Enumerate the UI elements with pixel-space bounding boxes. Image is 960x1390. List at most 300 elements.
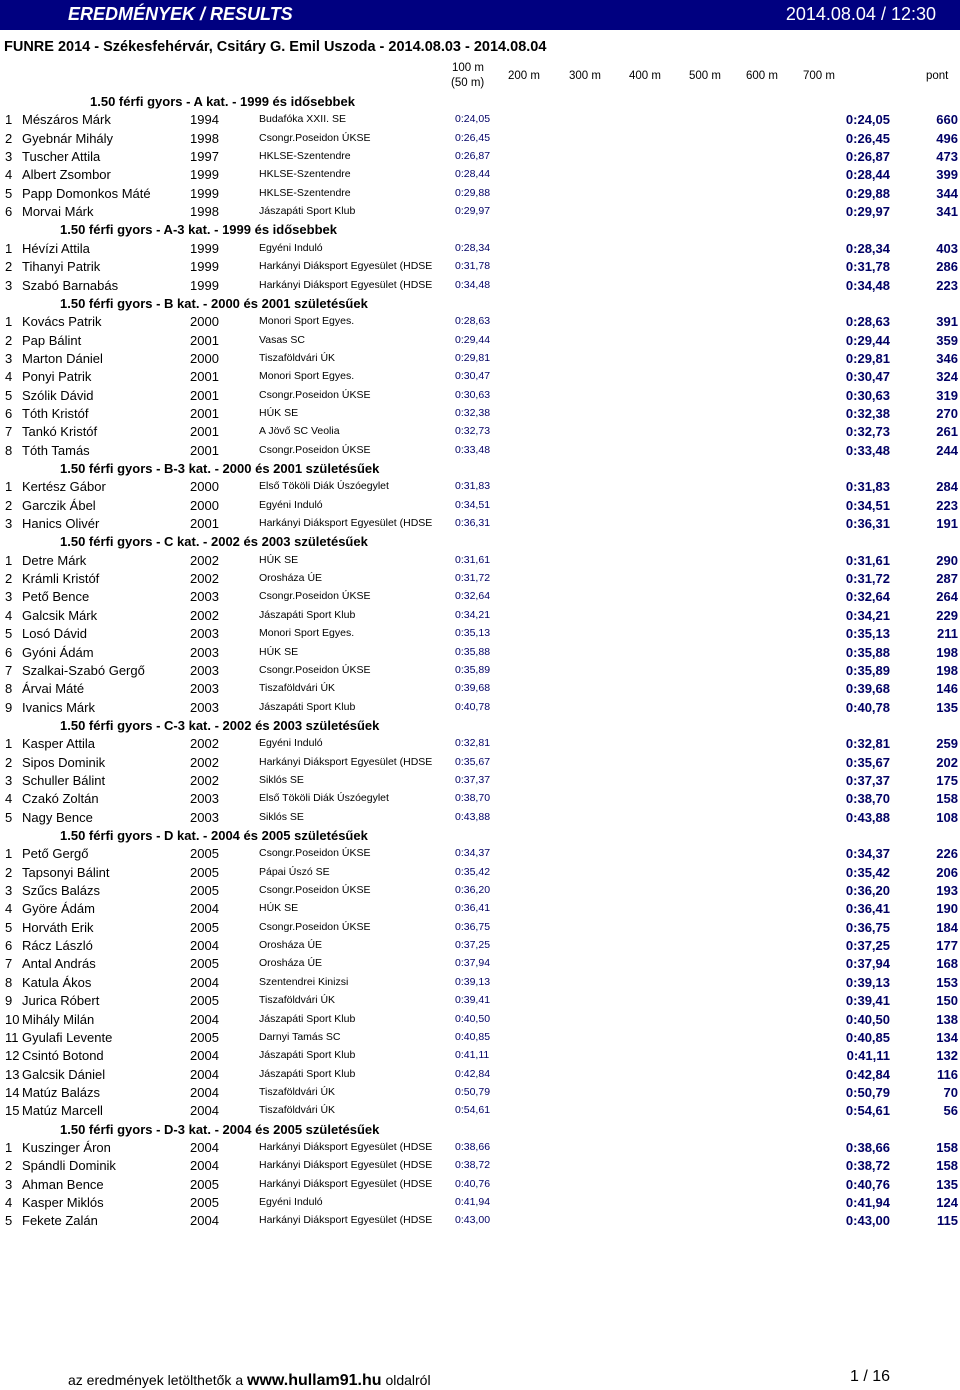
col-50m: (50 m) xyxy=(451,77,485,89)
club-cell: Csongr.Poseidon ÚKSE xyxy=(259,590,371,603)
rank-cell: 1 xyxy=(5,846,13,862)
split-50m-cell: 0:35,88 xyxy=(455,645,491,658)
born-cell: 2002 xyxy=(190,571,219,587)
born-cell: 2004 xyxy=(190,1158,219,1174)
final-time-cell: 0:54,61 xyxy=(845,1103,890,1119)
result-row xyxy=(0,645,960,663)
final-time-cell: 0:43,00 xyxy=(845,1213,890,1229)
born-cell: 2004 xyxy=(190,1139,219,1155)
rank-cell: 13 xyxy=(5,1066,20,1082)
points-cell: 108 xyxy=(936,809,958,825)
club-cell: Tiszaföldvári ÚK xyxy=(259,1104,336,1117)
name-cell: Hévízi Attila xyxy=(22,240,90,256)
name-cell: Albert Zsombor xyxy=(22,167,111,183)
name-cell: Szólik Dávid xyxy=(22,387,94,403)
final-time-cell: 0:36,75 xyxy=(845,919,890,935)
result-row xyxy=(0,186,960,204)
born-cell: 2005 xyxy=(190,993,219,1009)
final-time-cell: 0:36,20 xyxy=(845,883,890,899)
name-cell: Marton Dániel xyxy=(22,350,103,366)
split-50m-cell: 0:38,66 xyxy=(455,1140,491,1153)
points-cell: 211 xyxy=(937,626,958,642)
final-time-cell: 0:32,81 xyxy=(845,736,890,752)
club-cell: Harkányi Diáksport Egyesület (HDSE xyxy=(259,1177,433,1190)
name-cell: Galcsik Márk xyxy=(22,607,98,623)
born-cell: 2003 xyxy=(190,662,219,678)
rank-cell: 5 xyxy=(5,919,13,935)
points-cell: 229 xyxy=(936,607,958,623)
result-row xyxy=(0,791,960,809)
club-cell: Jászapáti Sport Klub xyxy=(259,1049,356,1062)
result-row xyxy=(0,1195,960,1213)
result-row xyxy=(0,1213,960,1231)
points-cell: 138 xyxy=(936,1011,958,1027)
name-cell: Tuscher Attila xyxy=(22,149,101,165)
points-cell: 135 xyxy=(936,699,958,715)
points-cell: 184 xyxy=(936,919,958,935)
rank-cell: 2 xyxy=(5,332,13,348)
final-time-cell: 0:29,88 xyxy=(845,185,890,201)
born-cell: 2004 xyxy=(190,1103,219,1119)
result-row xyxy=(0,1085,960,1103)
result-row xyxy=(0,241,960,259)
final-time-cell: 0:37,94 xyxy=(845,956,890,972)
club-cell: Jászapáti Sport Klub xyxy=(259,1012,356,1025)
born-cell: 2002 xyxy=(190,772,219,788)
results-datetime: 2014.08.04 / 12:30 xyxy=(785,4,936,24)
rank-cell: 1 xyxy=(5,552,13,568)
born-cell: 2005 xyxy=(190,883,219,899)
final-time-cell: 0:28,63 xyxy=(845,314,890,330)
born-cell: 1998 xyxy=(190,204,219,220)
rank-cell: 10 xyxy=(5,1011,20,1027)
club-cell: Első Tököli Diák Úszóegylet xyxy=(259,792,389,805)
points-cell: 264 xyxy=(936,589,958,605)
born-cell: 2000 xyxy=(190,350,219,366)
page-number: 1 / 16 xyxy=(849,1368,890,1385)
result-row xyxy=(0,663,960,681)
final-time-cell: 0:35,88 xyxy=(845,644,890,660)
split-50m-cell: 0:29,81 xyxy=(455,351,491,364)
points-cell: 286 xyxy=(936,259,958,275)
club-cell: Pápai Úszó SE xyxy=(259,865,330,878)
club-cell: Harkányi Diáksport Egyesület (HDSE xyxy=(259,517,433,530)
result-row xyxy=(0,351,960,369)
split-50m-cell: 0:29,88 xyxy=(455,186,491,199)
born-cell: 1997 xyxy=(190,149,219,165)
name-cell: Pető Bence xyxy=(22,589,90,605)
result-row xyxy=(0,131,960,149)
final-time-cell: 0:40,76 xyxy=(845,1176,890,1192)
name-cell: Gyulafi Levente xyxy=(22,1029,113,1045)
born-cell: 2004 xyxy=(190,1066,219,1082)
result-row xyxy=(0,498,960,516)
result-row xyxy=(0,424,960,442)
rank-cell: 3 xyxy=(5,1176,13,1192)
split-50m-cell: 0:37,94 xyxy=(455,957,491,970)
points-cell: 198 xyxy=(936,644,958,660)
event-heading: 1.50 férfi gyors - C-3 kat. - 2002 és 2003 születésűek xyxy=(60,717,380,733)
result-row xyxy=(0,626,960,644)
club-cell: Tiszaföldvári ÚK xyxy=(259,1085,336,1098)
club-cell: HKLSE-Szentendre xyxy=(259,150,351,163)
born-cell: 2004 xyxy=(190,1213,219,1229)
club-cell: Monori Sport Egyes. xyxy=(259,315,355,328)
born-cell: 2004 xyxy=(190,1011,219,1027)
rank-cell: 3 xyxy=(5,589,13,605)
name-cell: Kertész Gábor xyxy=(22,479,106,495)
split-50m-cell: 0:37,37 xyxy=(455,773,491,786)
born-cell: 2000 xyxy=(190,314,219,330)
club-cell: Harkányi Diáksport Egyesület (HDSE xyxy=(259,1140,433,1153)
born-cell: 2001 xyxy=(190,405,219,421)
points-cell: 116 xyxy=(937,1066,958,1082)
points-cell: 158 xyxy=(936,1158,958,1174)
split-50m-cell: 0:35,89 xyxy=(455,663,491,676)
club-cell: Budafóka XXII. SE xyxy=(259,113,346,126)
points-cell: 223 xyxy=(936,497,958,513)
split-50m-cell: 0:39,13 xyxy=(455,975,491,988)
club-cell: Harkányi Diáksport Egyesület (HDSE xyxy=(259,278,433,291)
result-row xyxy=(0,1140,960,1158)
split-50m-cell: 0:35,13 xyxy=(455,627,491,640)
col-300m: 300 m xyxy=(569,70,601,82)
name-cell: Ponyi Patrik xyxy=(22,369,92,385)
born-cell: 2002 xyxy=(190,607,219,623)
final-time-cell: 0:32,64 xyxy=(845,589,890,605)
final-time-cell: 0:39,13 xyxy=(845,974,890,990)
born-cell: 2001 xyxy=(190,387,219,403)
final-time-cell: 0:35,67 xyxy=(845,754,890,770)
result-row xyxy=(0,204,960,222)
rank-cell: 2 xyxy=(5,754,13,770)
final-time-cell: 0:31,61 xyxy=(845,552,890,568)
result-row xyxy=(0,700,960,718)
name-cell: Tapsonyi Bálint xyxy=(22,864,110,880)
result-row xyxy=(0,975,960,993)
club-cell: Egyéni Induló xyxy=(259,498,323,511)
rank-cell: 8 xyxy=(5,681,13,697)
rank-cell: 3 xyxy=(5,516,13,532)
result-row xyxy=(0,920,960,938)
club-cell: Monori Sport Egyes. xyxy=(259,370,355,383)
club-cell: Egyéni Induló xyxy=(259,737,323,750)
born-cell: 2005 xyxy=(190,919,219,935)
rank-cell: 8 xyxy=(5,442,13,458)
name-cell: Pető Gergő xyxy=(22,846,89,862)
rank-cell: 5 xyxy=(5,387,13,403)
result-row xyxy=(0,938,960,956)
final-time-cell: 0:33,48 xyxy=(845,442,890,458)
rank-cell: 3 xyxy=(5,772,13,788)
split-50m-cell: 0:50,79 xyxy=(455,1085,491,1098)
split-50m-cell: 0:40,76 xyxy=(455,1177,491,1190)
club-cell: Vasas SC xyxy=(259,333,305,346)
final-time-cell: 0:34,21 xyxy=(845,607,890,623)
final-time-cell: 0:39,41 xyxy=(845,993,890,1009)
points-cell: 226 xyxy=(936,846,958,862)
result-row xyxy=(0,1177,960,1195)
points-cell: 496 xyxy=(936,130,958,146)
rank-cell: 2 xyxy=(5,130,13,146)
split-50m-cell: 0:32,38 xyxy=(455,406,491,419)
rank-cell: 1 xyxy=(5,479,13,495)
points-cell: 206 xyxy=(936,864,958,880)
result-row xyxy=(0,167,960,185)
rank-cell: 2 xyxy=(5,259,13,275)
born-cell: 2004 xyxy=(190,1048,219,1064)
split-50m-cell: 0:26,87 xyxy=(455,150,491,163)
points-cell: 168 xyxy=(936,956,958,972)
rank-cell: 3 xyxy=(5,149,13,165)
final-time-cell: 0:31,83 xyxy=(845,479,890,495)
name-cell: Spándli Dominik xyxy=(22,1158,116,1174)
name-cell: Katula Ákos xyxy=(22,974,92,990)
born-cell: 1999 xyxy=(190,277,219,293)
final-time-cell: 0:31,72 xyxy=(845,571,890,587)
born-cell: 1999 xyxy=(190,167,219,183)
rank-cell: 5 xyxy=(5,185,13,201)
name-cell: Mészáros Márk xyxy=(22,112,111,128)
name-cell: Czakó Zoltán xyxy=(22,791,99,807)
result-row xyxy=(0,516,960,534)
points-cell: 341 xyxy=(936,204,958,220)
event-heading: 1.50 férfi gyors - D-3 kat. - 2004 és 2005 születésűek xyxy=(60,1121,380,1137)
split-50m-cell: 0:31,72 xyxy=(455,572,491,585)
final-time-cell: 0:24,05 xyxy=(845,112,890,128)
club-cell: Monori Sport Egyes. xyxy=(259,627,355,640)
name-cell: Gyebnár Mihály xyxy=(22,130,114,146)
name-cell: Papp Domonkos Máté xyxy=(22,185,151,201)
born-cell: 2005 xyxy=(190,1029,219,1045)
name-cell: Nagy Bence xyxy=(22,809,93,825)
rank-cell: 4 xyxy=(5,791,13,807)
final-time-cell: 0:28,34 xyxy=(845,240,890,256)
rank-cell: 1 xyxy=(5,240,13,256)
split-50m-cell: 0:40,50 xyxy=(455,1012,491,1025)
born-cell: 2003 xyxy=(190,699,219,715)
club-cell: Jászapáti Sport Klub xyxy=(259,608,356,621)
final-time-cell: 0:38,66 xyxy=(845,1139,890,1155)
born-cell: 2003 xyxy=(190,626,219,642)
club-cell: HKLSE-Szentendre xyxy=(259,168,351,181)
born-cell: 2004 xyxy=(190,1084,219,1100)
rank-cell: 5 xyxy=(5,1213,13,1229)
final-time-cell: 0:31,78 xyxy=(845,259,890,275)
split-50m-cell: 0:35,67 xyxy=(455,755,491,768)
club-cell: Darnyi Tamás SC xyxy=(259,1030,341,1043)
name-cell: Kasper Attila xyxy=(22,736,95,752)
footer-site-link[interactable]: www.hullam91.hu xyxy=(247,1372,382,1389)
col-600m: 600 m xyxy=(746,70,778,82)
name-cell: Szabó Barnabás xyxy=(22,277,119,293)
rank-cell: 1 xyxy=(5,112,13,128)
final-time-cell: 0:36,41 xyxy=(845,901,890,917)
result-row xyxy=(0,259,960,277)
club-cell: Csongr.Poseidon ÚKSE xyxy=(259,847,371,860)
points-cell: 158 xyxy=(936,791,958,807)
split-50m-cell: 0:37,25 xyxy=(455,939,491,952)
points-cell: 198 xyxy=(936,662,958,678)
footer-prefix: az eredmények letölthetők a xyxy=(68,1372,244,1388)
born-cell: 2004 xyxy=(190,974,219,990)
points-cell: 270 xyxy=(936,405,958,421)
name-cell: Krámli Kristóf xyxy=(22,571,100,587)
born-cell: 2001 xyxy=(190,369,219,385)
result-row xyxy=(0,883,960,901)
name-cell: Galcsik Dániel xyxy=(22,1066,106,1082)
name-cell: Fekete Zalán xyxy=(22,1213,98,1229)
result-row xyxy=(0,1067,960,1085)
final-time-cell: 0:43,88 xyxy=(845,809,890,825)
rank-cell: 5 xyxy=(5,809,13,825)
name-cell: Rácz László xyxy=(22,938,93,954)
club-cell: Orosháza ÚE xyxy=(259,572,323,585)
split-50m-cell: 0:43,88 xyxy=(455,810,491,823)
result-row xyxy=(0,810,960,828)
club-cell: Csongr.Poseidon ÚKSE xyxy=(259,920,371,933)
name-cell: Ahman Bence xyxy=(22,1176,104,1192)
name-cell: Tankó Kristóf xyxy=(22,424,98,440)
result-row xyxy=(0,901,960,919)
result-row xyxy=(0,956,960,974)
name-cell: Losó Dávid xyxy=(22,626,88,642)
split-50m-cell: 0:34,21 xyxy=(455,608,491,621)
final-time-cell: 0:39,68 xyxy=(845,681,890,697)
name-cell: Szalkai-Szabó Gergő xyxy=(22,662,145,678)
name-cell: Tihanyi Patrik xyxy=(22,259,101,275)
name-cell: Pap Bálint xyxy=(22,332,82,348)
rank-cell: 3 xyxy=(5,883,13,899)
name-cell: Gyóni Ádám xyxy=(22,644,94,660)
name-cell: Detre Márk xyxy=(22,552,87,568)
result-row xyxy=(0,846,960,864)
result-row xyxy=(0,1103,960,1121)
points-cell: 70 xyxy=(943,1084,958,1100)
points-cell: 284 xyxy=(936,479,958,495)
born-cell: 2005 xyxy=(190,846,219,862)
rank-cell: 2 xyxy=(5,1158,13,1174)
born-cell: 1999 xyxy=(190,240,219,256)
name-cell: Antal András xyxy=(22,956,96,972)
final-time-cell: 0:34,48 xyxy=(845,277,890,293)
club-cell: Tiszaföldvári ÚK xyxy=(259,994,336,1007)
points-cell: 158 xyxy=(936,1139,958,1155)
split-50m-cell: 0:36,75 xyxy=(455,920,491,933)
rank-cell: 7 xyxy=(5,424,13,440)
born-cell: 2003 xyxy=(190,791,219,807)
points-cell: 153 xyxy=(936,974,958,990)
result-row xyxy=(0,479,960,497)
born-cell: 2005 xyxy=(190,956,219,972)
final-time-cell: 0:38,72 xyxy=(845,1158,890,1174)
col-points: pont xyxy=(926,70,949,82)
rank-cell: 4 xyxy=(5,607,13,623)
split-50m-cell: 0:36,31 xyxy=(455,517,491,530)
result-row xyxy=(0,1030,960,1048)
event-heading: 1.50 férfi gyors - B-3 kat. - 2000 és 2001 születésűek xyxy=(60,461,380,476)
rank-cell: 15 xyxy=(5,1103,20,1119)
event-heading: 1.50 férfi gyors - C kat. - 2002 és 2003 születésűek xyxy=(60,534,368,550)
club-cell: Csongr.Poseidon ÚKSE xyxy=(259,388,371,401)
final-time-cell: 0:32,73 xyxy=(845,424,890,440)
rank-cell: 6 xyxy=(5,405,13,421)
club-cell: Siklós SE xyxy=(259,810,304,823)
split-50m-cell: 0:39,68 xyxy=(455,682,491,695)
club-cell: HÚK SE xyxy=(259,553,299,566)
points-cell: 399 xyxy=(936,167,958,183)
split-50m-cell: 0:32,81 xyxy=(455,737,491,750)
rank-cell: 2 xyxy=(5,497,13,513)
points-cell: 134 xyxy=(936,1029,958,1045)
result-row xyxy=(0,589,960,607)
club-cell: Egyéni Induló xyxy=(259,241,323,254)
final-time-cell: 0:29,97 xyxy=(845,204,890,220)
born-cell: 2001 xyxy=(190,424,219,440)
footer-note xyxy=(68,1372,431,1390)
split-50m-cell: 0:38,70 xyxy=(455,792,491,805)
final-time-cell: 0:38,70 xyxy=(845,791,890,807)
result-row xyxy=(0,388,960,406)
final-time-cell: 0:40,85 xyxy=(845,1029,890,1045)
points-cell: 261 xyxy=(936,424,958,440)
split-50m-cell: 0:31,61 xyxy=(455,553,491,566)
result-row xyxy=(0,443,960,461)
page-header xyxy=(0,0,960,30)
club-cell: Jászapáti Sport Klub xyxy=(259,700,356,713)
born-cell: 1998 xyxy=(190,130,219,146)
event-heading: 1.50 férfi gyors - A-3 kat. - 1999 és idősebbek xyxy=(60,222,337,238)
rank-cell: 9 xyxy=(5,993,13,1009)
split-50m-cell: 0:32,64 xyxy=(455,590,491,603)
rank-cell: 7 xyxy=(5,956,13,972)
rank-cell: 3 xyxy=(5,350,13,366)
points-cell: 391 xyxy=(936,314,958,330)
final-time-cell: 0:41,94 xyxy=(845,1195,890,1210)
points-cell: 193 xyxy=(936,883,958,899)
split-50m-cell: 0:41,11 xyxy=(455,1049,490,1062)
points-cell: 146 xyxy=(936,681,958,697)
result-row xyxy=(0,773,960,791)
final-time-cell: 0:32,38 xyxy=(845,405,890,421)
final-time-cell: 0:34,37 xyxy=(845,846,890,862)
club-cell: Jászapáti Sport Klub xyxy=(259,205,356,218)
rank-cell: 5 xyxy=(5,626,13,642)
born-cell: 2002 xyxy=(190,736,219,752)
col-700m: 700 m xyxy=(803,70,835,82)
name-cell: Schuller Bálint xyxy=(22,772,106,788)
name-cell: Garczik Ábel xyxy=(22,497,96,513)
final-time-cell: 0:40,78 xyxy=(845,699,890,715)
result-row xyxy=(0,369,960,387)
points-cell: 135 xyxy=(936,1176,958,1192)
points-cell: 403 xyxy=(936,240,958,256)
name-cell: Hanics Olivér xyxy=(22,516,100,532)
name-cell: Kuszinger Áron xyxy=(22,1139,111,1155)
born-cell: 2005 xyxy=(190,1176,219,1192)
born-cell: 2001 xyxy=(190,516,219,532)
final-time-cell: 0:29,44 xyxy=(845,332,890,348)
name-cell: Szűcs Balázs xyxy=(22,883,101,899)
final-time-cell: 0:40,50 xyxy=(845,1011,890,1027)
final-time-cell: 0:28,44 xyxy=(845,167,890,183)
final-time-cell: 0:42,84 xyxy=(845,1066,890,1082)
meet-title: FUNRE 2014 - Székesfehérvár, Csitáry G. Emil Uszoda - 2014.08.03 - 2014.08.04 xyxy=(4,39,547,55)
split-50m-cell: 0:36,20 xyxy=(455,884,491,897)
points-cell: 56 xyxy=(943,1103,958,1119)
points-cell: 202 xyxy=(936,754,958,770)
event-heading: 1.50 férfi gyors - B kat. - 2000 és 2001 születésűek xyxy=(60,295,368,311)
